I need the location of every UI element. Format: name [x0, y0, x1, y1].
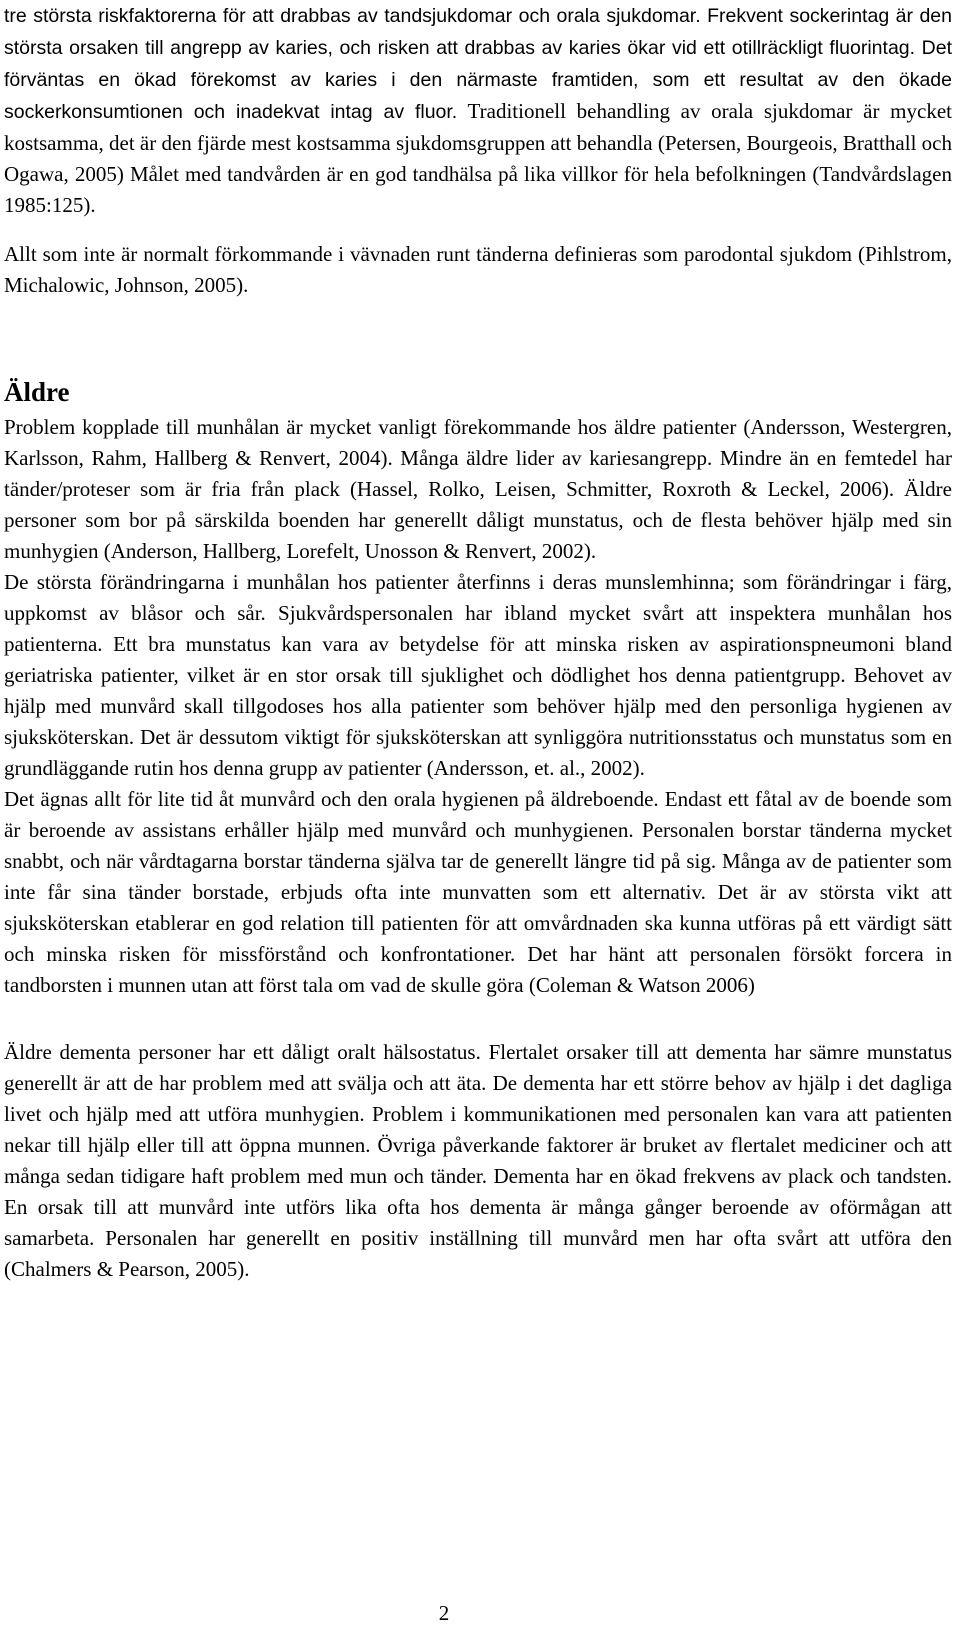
page-number: 2	[438, 1601, 450, 1625]
aldre-paragraph-1: Problem kopplade till munhålan är mycket vanligt förekommande hos äldre patienter (Andersson, Westergren, Karlsson, Rahm, Hallberg & Renvert, 2004). Många äldre lider av kariesangrepp. Mindre än en femtedel har tänder/proteser som är fria från plack (Hassel, Rolko, Leisen, Schmitter, Roxroth & Leckel, 2006). Äldre personer som bor på särskilda boenden har generellt dåligt munstatus, och de flesta behöver hjälp med sin munhygien (Anderson, Hallberg, Lorefelt, Unosson & Renvert, 2002).	[4, 415, 952, 563]
intro-paragraph-serif-segment: Traditionell behandling av orala sjukdomar är mycket kostsamma, det är den fjärde mest kostsamma sjukdomsgruppen att behandla (Petersen, Bourgeois, Bratthall och Ogawa, 2005) Målet med tandvården är en god tandhälsa på lika villkor för hela befolkningen (Tandvårdslagen 1985:125).	[4, 99, 952, 217]
parodontal-paragraph: Allt som inte är normalt förkommande i vävnaden runt tänderna definieras som parodontal sjukdom (Pihlstrom, Michalowic, Johnson, 2005).	[4, 242, 952, 297]
intro-paragraph	[4, 0, 952, 221]
dementa-paragraph: Äldre dementa personer har ett dåligt oralt hälsostatus. Flertalet orsaker till att dementa har sämre munstatus generellt är att de har problem med att svälja och att äta. De dementa har ett större behov av hjälp i det dagliga livet och hjälp med att utföra munhygien. Problem i kommunikationen med personalen kan vara att patienten nekar till hjälp eller till att öppna munnen. Övriga påverkande faktorer är bruket av flertalet mediciner och att många sedan tidigare haft problem med mun och tänder. Dementa har en ökad frekvens av plack och tandsten. En orsak till att munvård inte utförs lika ofta hos dementa är många gånger beroende av oförmågan att samarbeta. Personalen har generellt en positiv inställning till munvård men har ofta svårt att utföra den (Chalmers & Pearson, 2005).	[4, 1040, 952, 1281]
document-page	[4, 0, 952, 1640]
section-heading-aldre: Äldre	[4, 377, 70, 407]
aldre-paragraph-3: Det ägnas allt för lite tid åt munvård och den orala hygienen på äldreboende. Endast ett fåtal av de boende som är beroende av assistans erhåller hjälp med munvård och munhygienen. Personalen borstar tänderna mycket snabbt, och när vårdtagarna borstar tänderna själva tar de generellt längre tid på sig. Många av de patienter som inte får sina tänder borstade, erbjuds ofta inte munvatten som ett alternativ. Det är av största vikt att sjuksköterskan etablerar en god relation till patienten för att omvårdnaden ska kunna utföras på ett värdigt sätt och minska risken för missförstånd och konfrontationer. Det har hänt att personalen försökt forcera in tandborsten i munnen utan att först tala om vad de skulle göra (Coleman & Watson 2006)	[4, 787, 952, 997]
aldre-paragraph-2: De största förändringarna i munhålan hos patienter återfinns i deras munslemhinna; som förändringar i färg, uppkomst av blåsor och sår. Sjukvårdspersonalen har ibland mycket svårt att inspektera munhålan hos patienterna. Ett bra munstatus kan vara av betydelse för att minska risken av aspirationspneumoni bland geriatriska patienter, vilket är en stor orsak till sjuklighet och dödlighet hos denna patientgrupp. Behovet av hjälp med munvård skall tillgodoses hos alla patienter som behöver hjälp med den personliga hygienen av sjuksköterskan. Det är dessutom viktigt för sjuksköterskan att synliggöra nutritionsstatus och munstatus som en grundläggande rutin hos denna grupp av patienter (Andersson, et. al., 2002).	[4, 570, 952, 780]
intro-paragraph-sans-segment: tre största riskfaktorerna för att drabbas av tandsjukdomar och orala sjukdomar. Frekvent sockerintag är den största orsaken till angrepp av karies, och risken att drabbas av karies ökar vid ett otillräckligt fluorintag. Det förväntas en ökad förekomst av karies i den närmaste framtiden, som ett resultat av den ökade sockerkonsumtionen och inadekvat intag av fluor.	[4, 5, 952, 123]
